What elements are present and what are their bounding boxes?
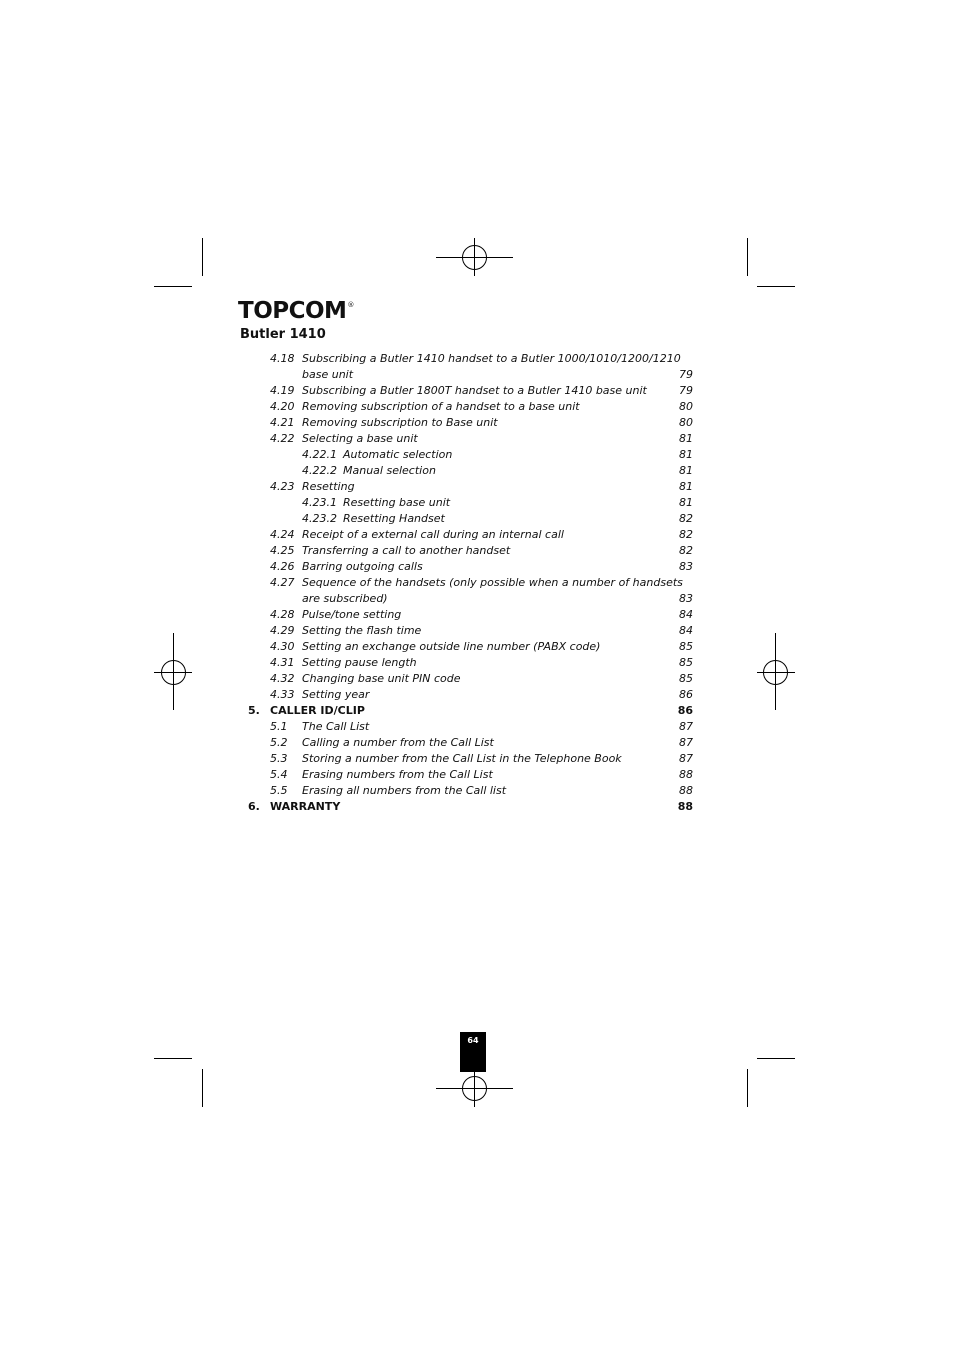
toc-entry: [0, 799, 954, 815]
toc-entry-number: 4.21: [270, 416, 295, 429]
model-name: Butler 1410: [240, 327, 326, 342]
toc-entry-title: The Call List: [302, 720, 370, 733]
toc-entry: [0, 351, 954, 367]
toc-entry-number: 4.28: [270, 608, 295, 621]
toc-entry: [0, 703, 954, 719]
crop-mark-bottom-right-v: [747, 1069, 748, 1107]
toc-entry-number: 4.23: [270, 480, 295, 493]
toc-entry-page: 80: [679, 416, 693, 429]
brand-name: TOPCOM: [238, 298, 347, 324]
toc-entry-number: 5.4: [270, 768, 288, 781]
toc-entry-title: Setting an exchange outside line number (PABX code): [302, 640, 601, 653]
toc-entry-title: Barring outgoing calls: [302, 560, 423, 573]
page-number: 64: [467, 1036, 479, 1045]
toc-entry: [0, 719, 954, 735]
toc-entry-number: 4.26: [270, 560, 295, 573]
toc-entry-page: 87: [679, 736, 693, 749]
registered-mark: ®: [347, 301, 354, 309]
toc-entry-title: Storing a number from the Call List in the Telephone Book: [302, 752, 622, 765]
crop-mark-top-right-v: [747, 238, 748, 276]
toc-entry: [0, 431, 954, 447]
toc-entry: [0, 751, 954, 767]
toc-entry-number: 4.30: [270, 640, 295, 653]
toc-entry-page: 81: [679, 432, 693, 445]
toc-entry-number: 4.22.2: [302, 464, 337, 477]
toc-entry-title: are subscribed): [302, 592, 388, 605]
toc-entry-page: 84: [679, 608, 693, 621]
toc-entry-page: 88: [679, 768, 693, 781]
toc-entry-page: 82: [679, 528, 693, 541]
toc-entry-number: 5.3: [270, 752, 288, 765]
toc-entry-number: 4.32: [270, 672, 295, 685]
crop-mark-bottom-left-h: [154, 1058, 192, 1059]
toc-entry-title: Erasing numbers from the Call List: [302, 768, 493, 781]
toc-entry: [0, 767, 954, 783]
toc-entry-page: 85: [679, 656, 693, 669]
toc-entry-number: 4.31: [270, 656, 295, 669]
toc-entry: [0, 463, 954, 479]
toc-entry-number: 4.23.2: [302, 512, 337, 525]
toc-entry-page: 82: [679, 512, 693, 525]
toc-entry: [0, 415, 954, 431]
toc-entry-page: 80: [679, 400, 693, 413]
toc-entry-page: 82: [679, 544, 693, 557]
toc-entry-page: 85: [679, 672, 693, 685]
toc-entry-title: Automatic selection: [343, 448, 453, 461]
crop-mark-top-right-h: [757, 286, 795, 287]
toc-entry: [0, 575, 954, 591]
toc-entry-title: Transferring a call to another handset: [302, 544, 511, 557]
toc-entry-number: 4.22.1: [302, 448, 337, 461]
toc-entry-title: Removing subscription of a handset to a base unit: [302, 400, 580, 413]
toc-entry: [0, 735, 954, 751]
toc-entry-number: 5.1: [270, 720, 288, 733]
toc-entry-number: 4.22: [270, 432, 295, 445]
toc-entry: [0, 783, 954, 799]
toc-entry-number: 4.29: [270, 624, 295, 637]
toc-entry-number: 4.19: [270, 384, 295, 397]
toc-entry-number: 4.18: [270, 352, 295, 365]
toc-entry: [0, 623, 954, 639]
toc-entry-title: Removing subscription to Base unit: [302, 416, 498, 429]
crop-mark-bottom-left-v: [202, 1069, 203, 1107]
crop-mark-bottom-right-h: [757, 1058, 795, 1059]
toc-entry-page: 87: [679, 720, 693, 733]
toc-entry: [0, 511, 954, 527]
table-of-contents: [0, 351, 954, 815]
toc-entry: [0, 399, 954, 415]
toc-entry: [0, 447, 954, 463]
toc-entry-page: 81: [679, 480, 693, 493]
toc-entry-title: Changing base unit PIN code: [302, 672, 461, 685]
toc-entry-number: 4.33: [270, 688, 295, 701]
page-number-box: [460, 1032, 486, 1072]
toc-entry: [0, 543, 954, 559]
toc-entry-page: 79: [679, 368, 693, 381]
toc-entry-title: Resetting base unit: [343, 496, 451, 509]
toc-entry-title: WARRANTY: [270, 800, 341, 813]
header-logo: [238, 300, 354, 342]
crop-mark-top-left-v: [202, 238, 203, 276]
toc-entry-number: 5.5: [270, 784, 288, 797]
toc-entry-title: Pulse/tone setting: [302, 608, 402, 621]
crop-mark-top-left-h: [154, 286, 192, 287]
toc-entry-page: 83: [679, 592, 693, 605]
toc-entry: [0, 559, 954, 575]
toc-entry-page: 85: [679, 640, 693, 653]
toc-entry-title: CALLER ID/CLIP: [270, 704, 365, 717]
toc-entry-page: 83: [679, 560, 693, 573]
toc-entry-title: Calling a number from the Call List: [302, 736, 494, 749]
toc-entry-number: 5.: [248, 704, 260, 717]
toc-entry-number: 6.: [248, 800, 260, 813]
toc-entry-page: 88: [677, 800, 693, 813]
toc-entry-number: 4.27: [270, 576, 295, 589]
toc-entry-title: base unit: [302, 368, 354, 381]
toc-entry-number: 5.2: [270, 736, 288, 749]
toc-entry-page: 81: [679, 464, 693, 477]
brand-logo: [238, 300, 354, 323]
toc-entry: [0, 383, 954, 399]
toc-entry: [0, 655, 954, 671]
toc-entry-page: 86: [677, 704, 693, 717]
toc-entry-page: 86: [679, 688, 693, 701]
toc-entry: [0, 639, 954, 655]
toc-entry: [0, 687, 954, 703]
toc-entry: [0, 495, 954, 511]
toc-entry: [0, 607, 954, 623]
toc-entry: [0, 671, 954, 687]
toc-entry-title: Subscribing a Butler 1800T handset to a Butler 1410 base unit: [302, 384, 647, 397]
toc-entry-title: Subscribing a Butler 1410 handset to a Butler 1000/1010/1200/1210: [302, 352, 681, 365]
toc-entry-title: Setting pause length: [302, 656, 417, 669]
toc-entry-page: 88: [679, 784, 693, 797]
toc-entry: [0, 367, 954, 383]
toc-entry-page: 81: [679, 448, 693, 461]
toc-entry-title: Selecting a base unit: [302, 432, 418, 445]
toc-entry-title: Manual selection: [343, 464, 436, 477]
toc-entry-title: Sequence of the handsets (only possible when a number of handsets: [302, 576, 683, 589]
toc-entry: [0, 527, 954, 543]
toc-entry-title: Receipt of a external call during an internal call: [302, 528, 564, 541]
toc-entry-title: Resetting: [302, 480, 355, 493]
toc-entry-title: Erasing all numbers from the Call list: [302, 784, 507, 797]
toc-entry-number: 4.23.1: [302, 496, 337, 509]
toc-entry-number: 4.20: [270, 400, 295, 413]
toc-entry-page: 81: [679, 496, 693, 509]
toc-entry-number: 4.25: [270, 544, 295, 557]
toc-entry-title: Setting year: [302, 688, 370, 701]
toc-entry-title: Setting the flash time: [302, 624, 422, 637]
toc-entry-page: 79: [679, 384, 693, 397]
toc-entry-number: 4.24: [270, 528, 295, 541]
toc-entry: [0, 591, 954, 607]
toc-entry-page: 84: [679, 624, 693, 637]
toc-entry-page: 87: [679, 752, 693, 765]
toc-entry-title: Resetting Handset: [343, 512, 445, 525]
toc-entry: [0, 479, 954, 495]
